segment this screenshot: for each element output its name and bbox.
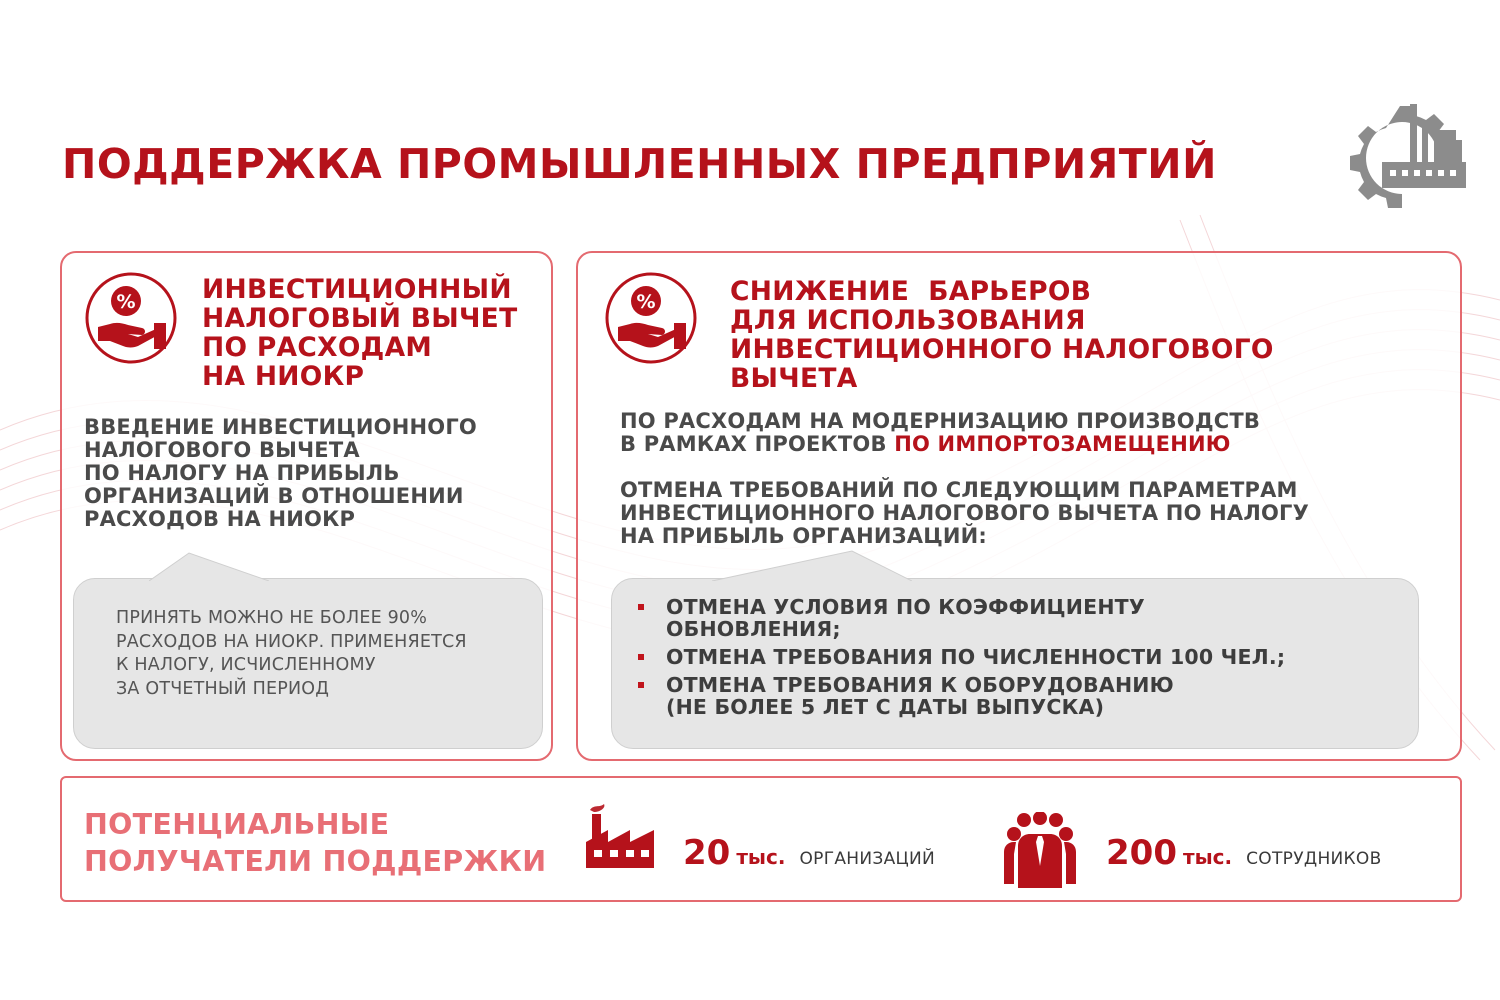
list-item: ОТМЕНА ТРЕБОВАНИЯ К ОБОРУДОВАНИЮ (НЕ БОЛЕЕ 5 ЛЕТ С ДАТЫ ВЫПУСКА) [636,674,1285,718]
list-item: ОТМЕНА УСЛОВИЯ ПО КОЭФФИЦИЕНТУ ОБНОВЛЕНИЯ; [636,596,1285,640]
stat-organizations [683,833,935,873]
import-substitution-highlight: ПО ИМПОРТОЗАМЕЩЕНИЮ [894,432,1231,456]
recipients-label: ПОТЕНЦИАЛЬНЫЕ ПОЛУЧАТЕЛИ ПОДДЕРЖКИ [84,808,547,878]
people-icon [1002,812,1078,888]
card-heading: ИНВЕСТИЦИОННЫЙ НАЛОГОВЫЙ ВЫЧЕТ ПО РАСХОДАМ НА НИОКР [202,274,518,392]
percent-hand-icon [84,271,178,365]
stat-number: 20 [683,833,731,873]
requirements-list [636,596,1285,724]
requirements-bubble [611,578,1419,749]
page-title: ПОДДЕРЖКА ПРОМЫШЛЕННЫХ ПРЕДПРИЯТИЙ [62,140,1217,188]
stat-employees [1106,833,1382,873]
bubble-tail [712,549,912,581]
stat-description: ОРГАНИЗАЦИЙ [799,849,936,869]
card-body-text: ПО РАСХОДАМ НА МОДЕРНИЗАЦИЮ ПРОИЗВОДСТВ В РАМКАХ ПРОЕКТОВ ПО ИМПОРТОЗАМЕЩЕНИЮ [620,409,1261,456]
card-body-text-requirements: ОТМЕНА ТРЕБОВАНИЙ ПО СЛЕДУЮЩИМ ПАРАМЕТРАМ ИНВЕСТИЦИОННОГО НАЛОГОВОГО ВЫЧЕТА ПО НАЛОГУ НА ПРИБЫЛЬ ОРГАНИЗАЦИЙ: [620,478,1310,548]
stat-number: 200 [1106,833,1177,873]
percent-hand-icon [604,271,698,365]
note-bubble [73,578,543,749]
card-potential-recipients [60,776,1462,902]
svg-text:%: % [116,291,136,313]
note-text: ПРИНЯТЬ МОЖНО НЕ БОЛЕЕ 90% РАСХОДОВ НА НИОКР. ПРИМЕНЯЕТСЯ К НАЛОГУ, ИСЧИСЛЕННОМУ ЗА ОТЧЕТНЫЙ ПЕРИОД [116,608,467,699]
stat-description: СОТРУДНИКОВ [1246,849,1382,869]
card-heading: СНИЖЕНИЕ БАРЬЕРОВ ДЛЯ ИСПОЛЬЗОВАНИЯ ИНВЕСТИЦИОННОГО НАЛОГОВОГО ВЫЧЕТА [730,276,1274,394]
svg-text:%: % [636,291,656,313]
list-item: ОТМЕНА ТРЕБОВАНИЯ ПО ЧИСЛЕННОСТИ 100 ЧЕЛ.; [636,646,1285,668]
card-body-text: ВВЕДЕНИЕ ИНВЕСТИЦИОННОГО НАЛОГОВОГО ВЫЧЕТА ПО НАЛОГУ НА ПРИБЫЛЬ ОРГАНИЗАЦИЙ В ОТНОШЕНИИ РАСХОДОВ НА НИОКР [84,415,477,531]
bubble-tail [149,551,269,581]
factory-icon [584,802,656,868]
stat-unit: тыс. [1182,845,1233,869]
gear-factory-icon [1342,100,1466,212]
card-rnd-deduction [60,251,553,761]
card-barrier-reduction [576,251,1462,761]
stat-unit: тыс. [736,845,786,869]
